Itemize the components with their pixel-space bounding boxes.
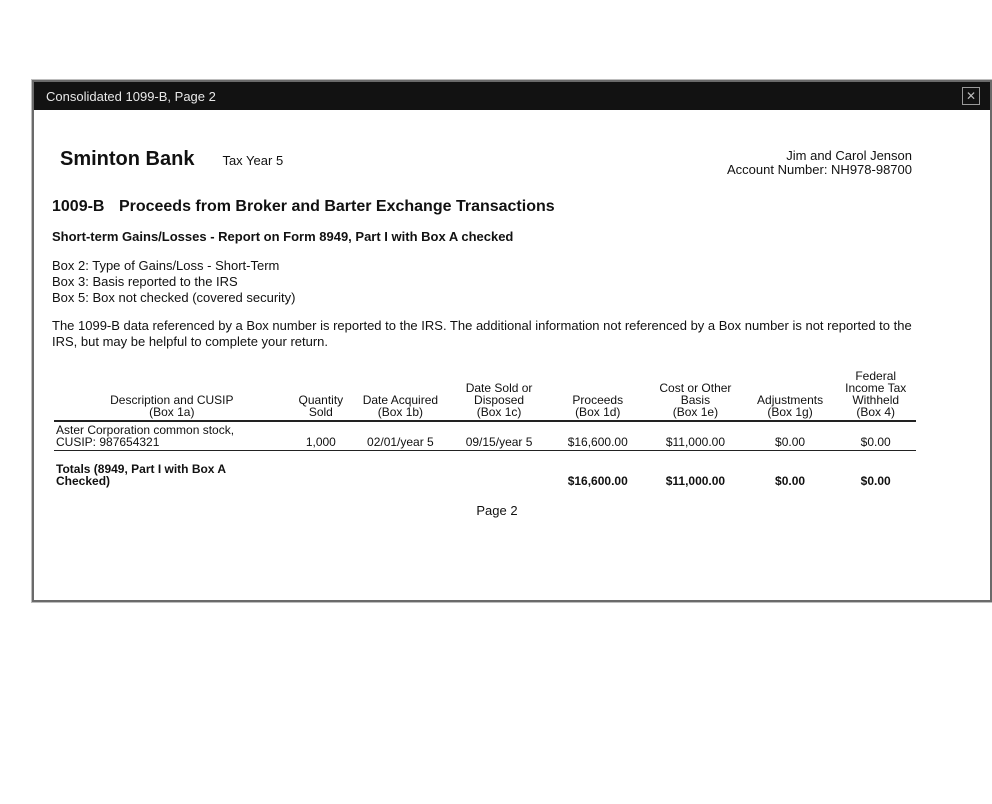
column-header-line: Quantity — [298, 393, 344, 407]
column-header-date-sold — [449, 370, 550, 421]
column-header-withheld — [835, 370, 916, 421]
account-block — [727, 149, 912, 177]
box-note: Box 2: Type of Gains/Loss - Short-Term — [52, 258, 280, 273]
totals-adjustments: $0.00 — [775, 474, 806, 488]
form-title-text: Proceeds from Broker and Barter Exchange Transactions — [118, 198, 555, 215]
totals-empty — [290, 461, 352, 489]
close-icon: ✕ — [965, 89, 977, 103]
column-header-line: Adjustments — [757, 393, 824, 407]
box-notes — [52, 258, 972, 306]
cell-proceeds: $16,600.00 — [549, 421, 646, 451]
account-holder: Jim and Carol Jenson — [786, 148, 912, 163]
column-header-quantity — [290, 370, 352, 421]
security-cusip: CUSIP: 987654321 — [56, 435, 160, 449]
totals-withheld: $0.00 — [860, 474, 891, 488]
disclaimer: The 1099-B data referenced by a Box number is reported to the IRS. The additional information not referenced by a Box number is not reported to the IRS, but may be helpful to complete your return. — [52, 318, 912, 349]
document-header — [52, 148, 972, 177]
column-header-line: Federal Income Tax Withheld — [845, 369, 907, 407]
close-button[interactable] — [962, 87, 980, 105]
column-header-line: Date Sold or Disposed — [465, 381, 533, 407]
cell-cost-basis: $11,000.00 — [646, 421, 745, 451]
totals-label-line: Checked) — [56, 474, 111, 488]
tax-year: Tax Year 5 — [222, 153, 284, 168]
section-heading: Short-term Gains/Losses - Report on Form 8949, Part I with Box A checked — [52, 229, 514, 244]
document-content — [34, 148, 990, 518]
column-header-line: Description and CUSIP — [110, 393, 234, 407]
box-note: Box 5: Box not checked (covered security) — [52, 290, 296, 305]
column-header-line: (Box 1b) — [377, 405, 424, 419]
column-header-line: Cost or Other Basis — [659, 381, 732, 407]
column-header-description — [54, 370, 290, 421]
form-title — [52, 198, 972, 216]
transactions-table — [54, 370, 916, 489]
window-titlebar[interactable] — [34, 82, 990, 110]
column-header-line: (Box 1a) — [149, 405, 195, 419]
totals-empty — [352, 461, 449, 489]
window-title: Consolidated 1099-B, Page 2 — [46, 88, 216, 104]
column-header-cost-basis — [646, 370, 745, 421]
totals-row — [54, 461, 916, 489]
column-header-line: (Box 4) — [856, 405, 896, 419]
column-header-line: Sold — [308, 405, 333, 419]
column-header-date-acquired — [352, 370, 449, 421]
account-number: Account Number: NH978-98700 — [727, 162, 912, 177]
totals-label — [54, 461, 290, 489]
bank-name: Sminton Bank — [60, 148, 195, 170]
totals-label-line: Totals (8949, Part I with Box A — [56, 462, 227, 476]
column-header-line: (Box 1g) — [767, 405, 813, 419]
column-header-adjustments — [745, 370, 836, 421]
box-note: Box 3: Basis reported to the IRS — [52, 274, 238, 289]
cell-adjustments: $0.00 — [745, 421, 836, 451]
column-header-line: Proceeds — [572, 393, 624, 407]
column-header-line: (Box 1e) — [672, 405, 719, 419]
cell-description — [54, 421, 290, 451]
table-header-row — [54, 370, 916, 421]
totals-cost-basis: $11,000.00 — [665, 474, 726, 488]
cell-quantity: 1,000 — [290, 421, 352, 451]
bank-block — [60, 148, 283, 171]
cell-withheld: $0.00 — [835, 421, 916, 451]
column-header-line: Date Acquired — [362, 393, 439, 407]
totals-proceeds: $16,600.00 — [567, 474, 628, 488]
totals-empty — [449, 461, 550, 489]
table-spacer — [54, 451, 916, 462]
column-header-line: (Box 1d) — [575, 405, 621, 419]
table-row — [54, 421, 916, 451]
column-header-proceeds — [549, 370, 646, 421]
document-window — [32, 80, 992, 602]
cell-date-sold: 09/15/year 5 — [449, 421, 550, 451]
cell-date-acquired: 02/01/year 5 — [352, 421, 449, 451]
form-code: 1009-B — [52, 198, 105, 215]
security-description: Aster Corporation common stock, — [56, 423, 235, 437]
column-header-line: (Box 1c) — [476, 405, 522, 419]
page-number: Page 2 — [476, 503, 518, 518]
